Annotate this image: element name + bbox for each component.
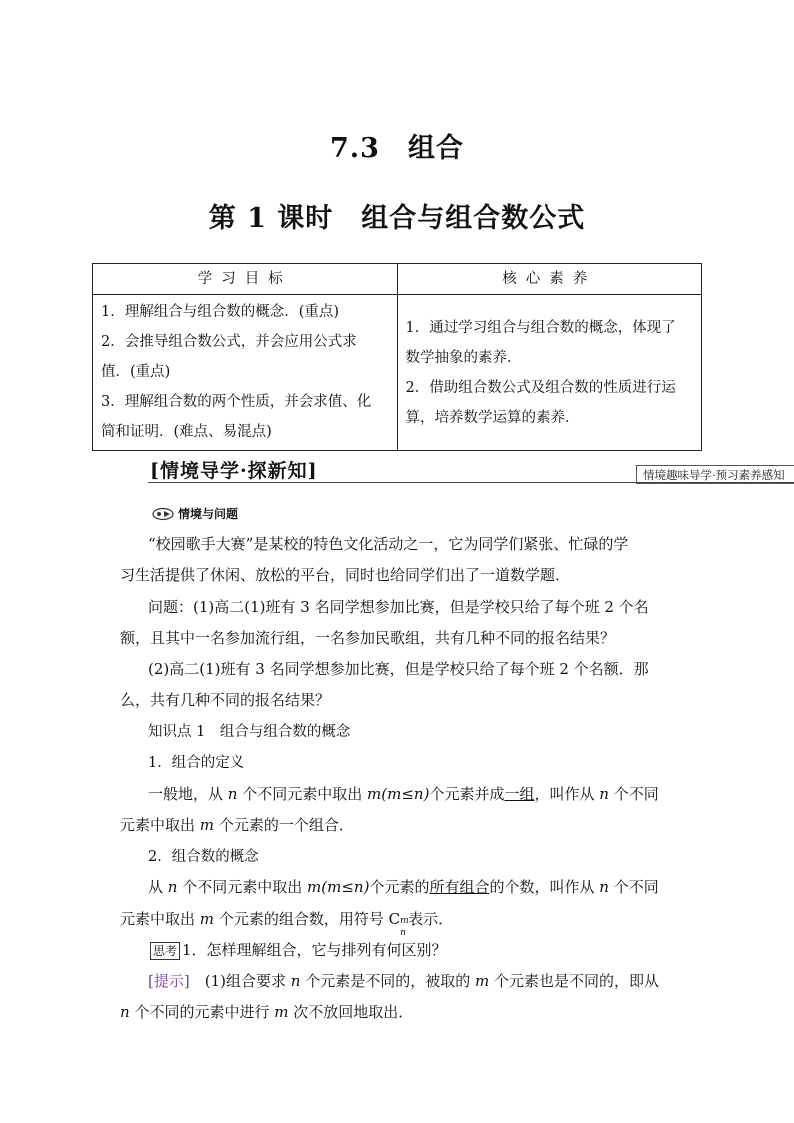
question-line: 问题：(1)高二(1)班有 3 名同学想参加比赛，但是学校只给了每个班 2 个名	[148, 598, 649, 616]
section-title: 7.3 组合	[330, 133, 464, 164]
literacy-line: 1．通过学习组合与组合数的概念，体现了	[405, 319, 676, 336]
goal-line: 值．(重点)	[101, 364, 171, 380]
goal-line: 1．理解组合与组合数的概念．(重点)	[101, 304, 340, 320]
subheading: 1．组合的定义	[148, 755, 245, 771]
lesson-title: 第 1 课时 组合与组合数公式	[208, 203, 586, 234]
hint-line: [提示] (1)组合要求 n 个元素是不同的，被取的 m 个元素也是不同的，即从	[148, 972, 660, 990]
literacy-line: 数学抽象的素养．	[405, 349, 522, 366]
hint-line: n 个不同的元素中进行 m 次不放回地取出．	[120, 1003, 414, 1021]
goal-line: 简和证明．(难点、易混点)	[101, 424, 272, 440]
question-line: 么，共有几种不同的报名结果？	[120, 691, 331, 709]
header-learning-goals: 学习目标	[93, 264, 398, 295]
header-core-literacy: 核心素养	[397, 264, 702, 295]
literacy-line: 2．借助组合数公式及组合数的性质进行运	[405, 379, 676, 396]
core-literacy-cell	[397, 295, 702, 451]
goals-table	[92, 263, 702, 451]
hint-label: [提示]	[148, 972, 190, 990]
definition-line: 一般地，从 n 个不同元素中取出 m(m≤n)个元素并成一组，叫作从 n 个不同	[148, 785, 659, 803]
scenario-icon	[152, 507, 174, 521]
knowledge-point-title: 知识点 1 组合与组合数的概念	[148, 724, 351, 740]
learning-goals-cell	[93, 295, 398, 451]
question-line: (2)高二(1)班有 3 名同学想参加比赛，但是学校只给了每个班 2 个名额．那	[148, 660, 649, 678]
goal-line: 2．会推导组合数公式，并会应用公式求	[101, 334, 357, 350]
para-line: 习生活提供了休闲、放松的平台，同时也给同学们出了一道数学题．	[120, 566, 571, 584]
literacy-line: 算，培养数学运算的素养．	[405, 409, 580, 426]
scenario-label	[152, 505, 238, 522]
think-label: 思考	[150, 942, 180, 960]
para-line: “校园歌手大赛”是某校的特色文化活动之一，它为同学们紧张、忙碌的学	[148, 535, 629, 553]
definition-line: 从 n 个不同元素中取出 m(m≤n)个元素的所有组合的个数，叫作从 n 个不同	[148, 878, 659, 896]
question-line: 额，且其中一名参加流行组，一名参加民歌组，共有几种不同的报名结果？	[120, 629, 616, 647]
goal-line: 3．理解组合数的两个性质，并会求值、化	[101, 394, 372, 410]
subheading: 2．组合数的概念	[148, 849, 259, 865]
think-line: 思考 1．怎样理解组合，它与排列有何区别？	[150, 939, 447, 960]
section-heading: [情境导学·探新知]	[150, 460, 318, 482]
definition-line: 元素中取出 m 个元素的一个组合．	[120, 816, 354, 834]
definition-line: 元素中取出 m 个元素的组合数，用符号 C m n 表示．	[120, 910, 454, 938]
section-tag: 情境趣味导学·预习素养感知	[636, 465, 794, 484]
scenario-text: 情境与问题	[178, 507, 239, 521]
